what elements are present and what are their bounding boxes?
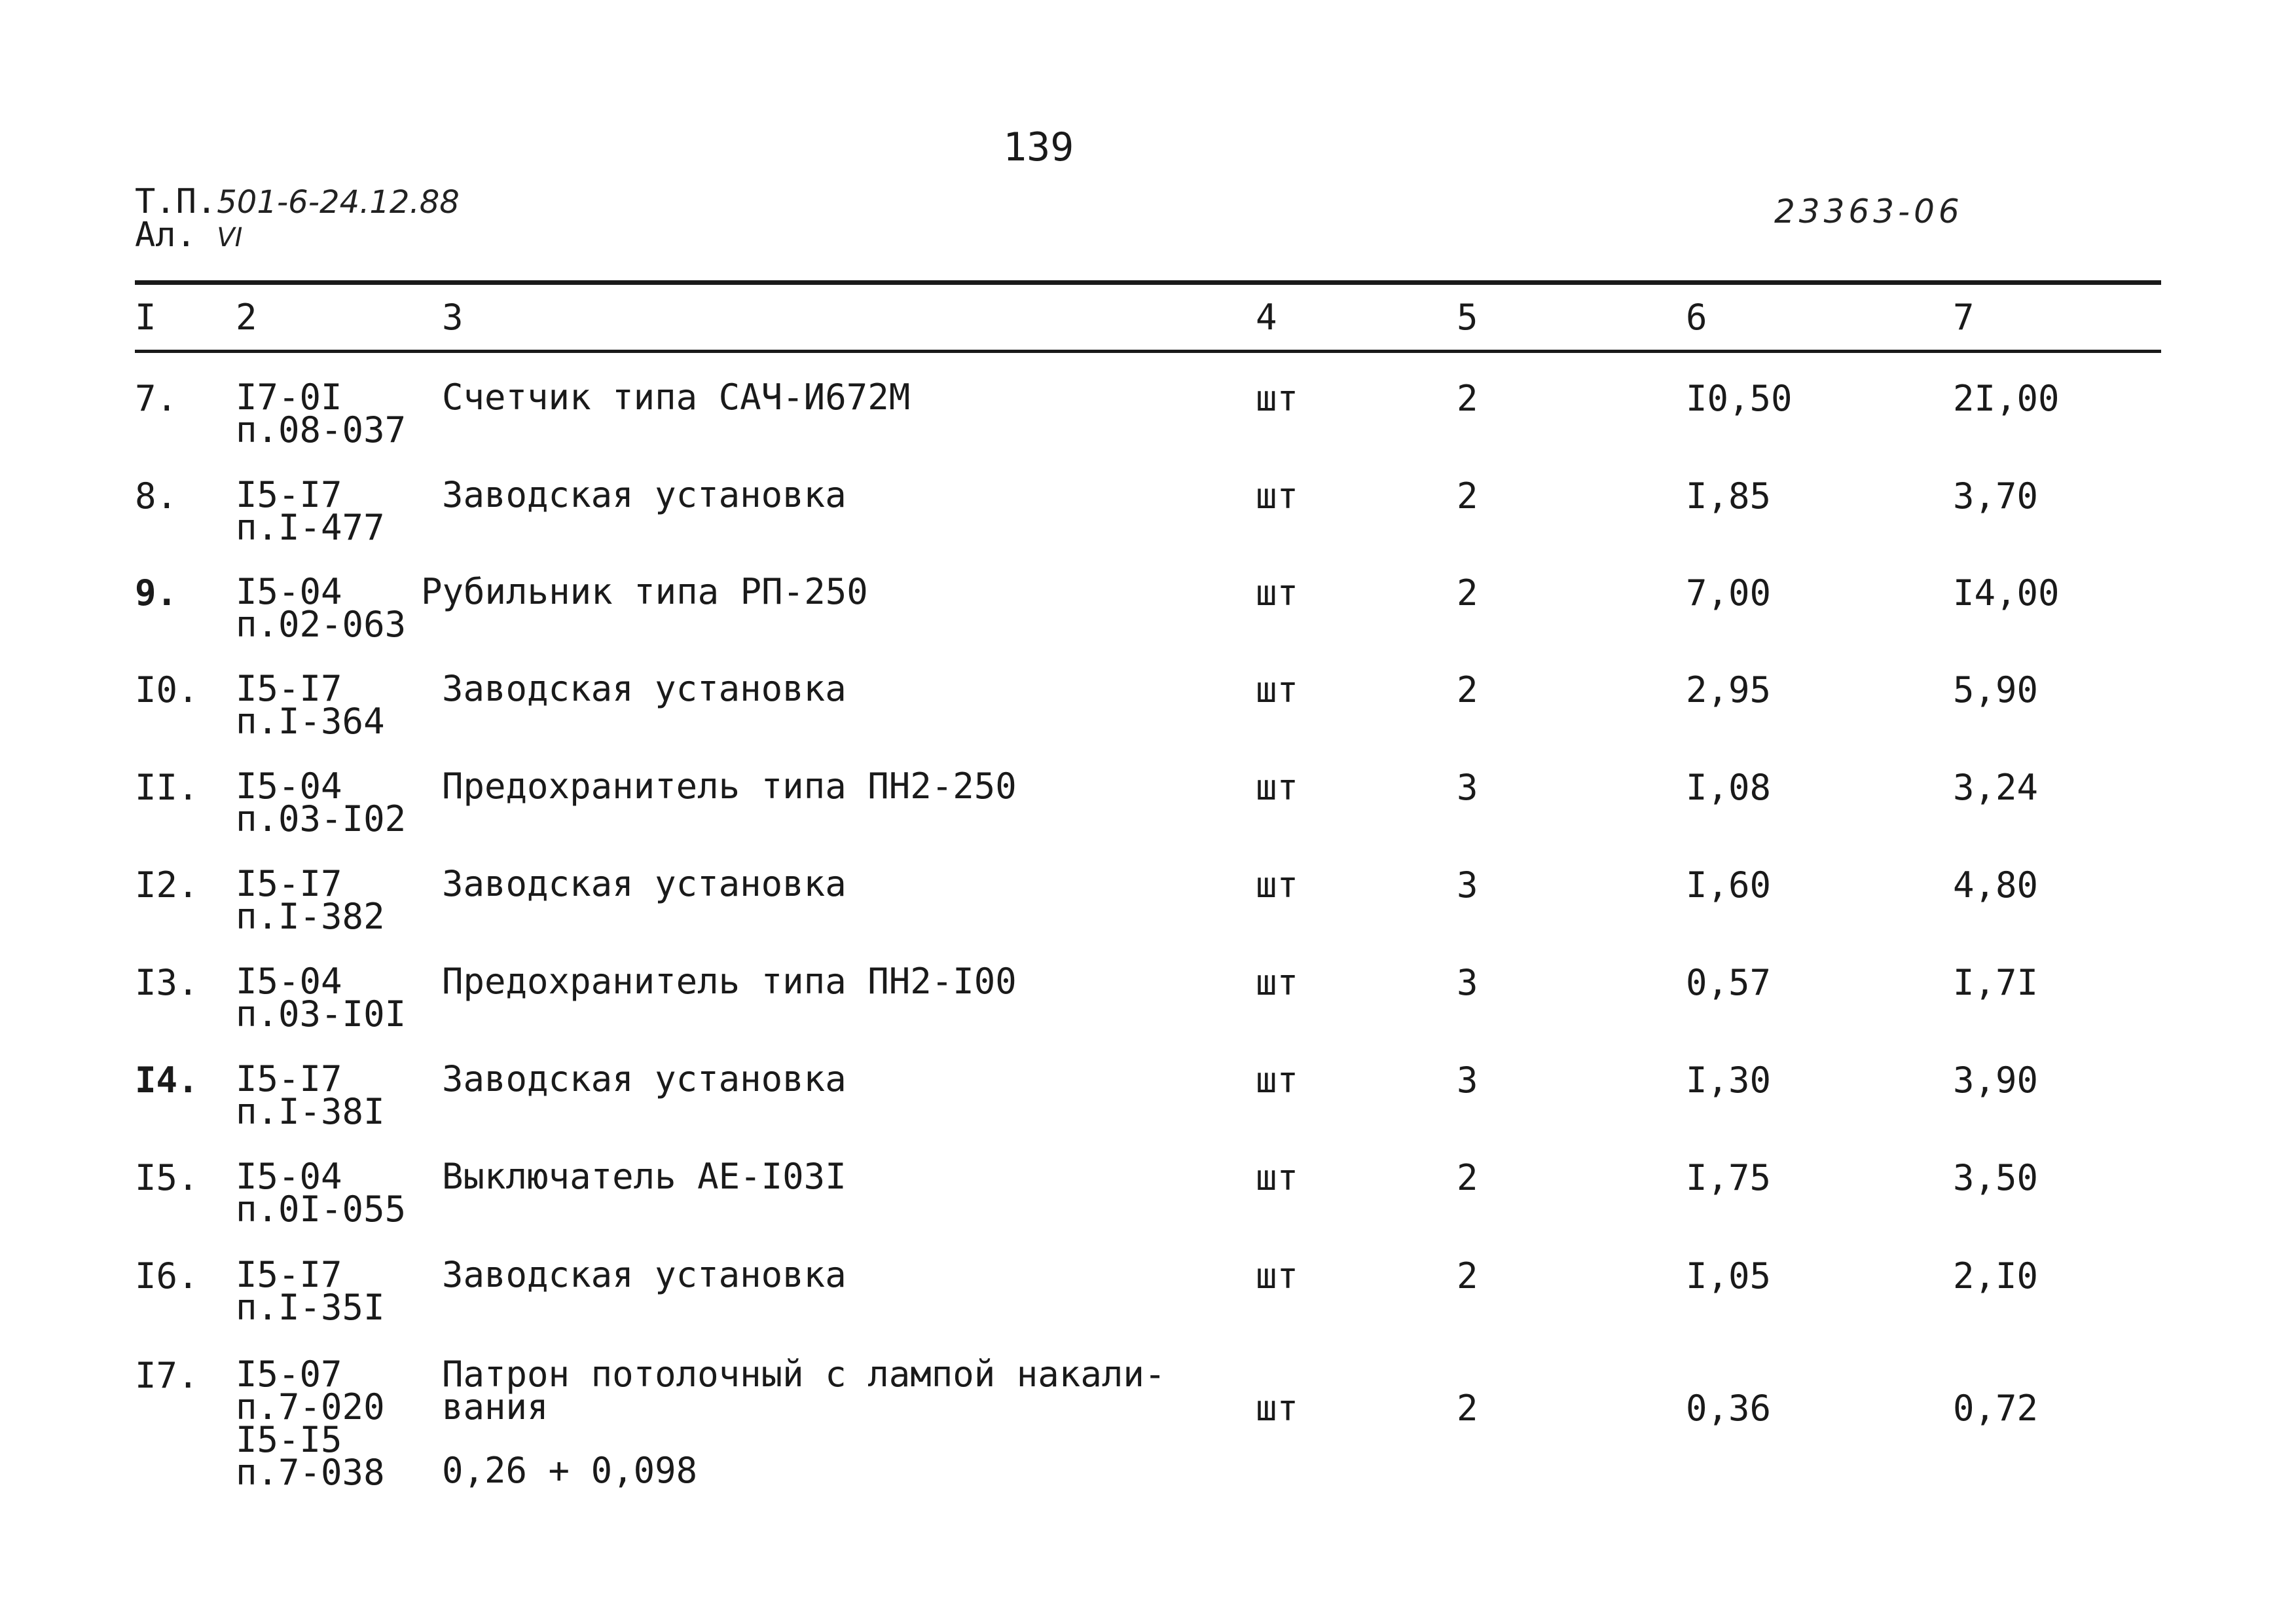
row-total: 3,90 [1953, 1060, 2039, 1101]
row-code: I5-04 п.03-I0I [236, 961, 407, 1035]
row-quantity: 2 [1457, 669, 1478, 710]
row-total: I4,00 [1953, 572, 2060, 614]
column-header-3: 3 [442, 297, 464, 338]
row-total: 0,72 [1953, 1388, 2039, 1429]
row-unit: шт [1256, 378, 1299, 419]
row-name: Предохранитель типа ПН2-I00 [442, 961, 1017, 1002]
row-code: I5-04 п.0I-055 [236, 1156, 407, 1230]
row-total: 3,50 [1953, 1157, 2039, 1198]
series-code: 501-6-24.12.88 [217, 184, 460, 221]
column-header-6: 6 [1686, 297, 1707, 338]
row-quantity: 3 [1457, 864, 1478, 906]
row-quantity: 2 [1457, 378, 1478, 419]
row-price: I,60 [1686, 864, 1772, 906]
row-price: I,85 [1686, 475, 1772, 517]
row-total: 3,24 [1953, 767, 2039, 808]
row-quantity: 2 [1457, 572, 1478, 614]
row-unit: шт [1256, 669, 1299, 710]
row-total: 2,I0 [1953, 1255, 2039, 1297]
series-prefix: Т.П. [135, 182, 217, 221]
series-label [135, 182, 460, 221]
row-name: Предохранитель типа ПН2-250 [442, 766, 1017, 807]
row-total: 3,70 [1953, 475, 2039, 517]
row-price: I,30 [1686, 1060, 1772, 1101]
row-number: II. [135, 767, 199, 808]
row-total: 2I,00 [1953, 378, 2060, 419]
row-unit: шт [1256, 767, 1299, 808]
row-number: I5. [135, 1157, 199, 1198]
row-name: Выключатель АЕ-I03I [442, 1156, 847, 1197]
column-header-1: I [135, 297, 156, 338]
row-name: Заводская установка [442, 1254, 847, 1295]
column-header-4: 4 [1256, 297, 1277, 338]
row-name: Заводская установка [442, 1058, 847, 1099]
row-code: I5-I7 п.I-364 [236, 668, 385, 742]
row-price: 7,00 [1686, 572, 1772, 614]
row-quantity: 3 [1457, 962, 1478, 1003]
row-code: I5-I7 п.I-382 [236, 863, 385, 937]
row-price: 0,57 [1686, 962, 1772, 1003]
row-price: I0,50 [1686, 378, 1793, 419]
row-name: Заводская установка [442, 474, 847, 515]
row-name: Заводская установка [442, 668, 847, 709]
row-number: 8. [135, 475, 178, 517]
row-unit: шт [1256, 1157, 1299, 1198]
row-price: I,05 [1686, 1255, 1772, 1297]
top-rule [135, 280, 2161, 285]
page-number: 139 [1003, 124, 1074, 170]
row-total: I,7I [1953, 962, 2039, 1003]
row-number: I7. [135, 1355, 199, 1396]
row-quantity: 3 [1457, 1060, 1478, 1101]
row-total: 4,80 [1953, 864, 2039, 906]
header-rule [135, 350, 2161, 353]
row-quantity: 3 [1457, 767, 1478, 808]
row-quantity: 2 [1457, 1388, 1478, 1429]
row-quantity: 2 [1457, 1255, 1478, 1297]
row-number: I2. [135, 864, 199, 906]
row-code: I5-04 п.03-I02 [236, 766, 407, 840]
row-price: I,75 [1686, 1157, 1772, 1198]
row-number: I0. [135, 669, 199, 710]
row-unit: шт [1256, 1255, 1299, 1297]
column-header-5: 5 [1457, 297, 1478, 338]
row-price: 2,95 [1686, 669, 1772, 710]
row-quantity: 2 [1457, 1157, 1478, 1198]
row-unit: шт [1256, 475, 1299, 517]
row-unit: шт [1256, 962, 1299, 1003]
row-unit: шт [1256, 864, 1299, 906]
album-number: VI [217, 223, 243, 253]
row-total: 5,90 [1953, 669, 2039, 710]
album-label [135, 215, 243, 255]
column-header-7: 7 [1953, 297, 1975, 338]
row-code: I7-0I п.08-037 [236, 377, 407, 451]
document-number: 23363-06 [1774, 193, 1963, 231]
row-quantity: 2 [1457, 475, 1478, 517]
row-price: 0,36 [1686, 1388, 1772, 1429]
row-number: 9. [135, 572, 178, 614]
row-unit: шт [1256, 1388, 1299, 1429]
column-header-2: 2 [236, 297, 257, 338]
row-code: I5-04 п.02-063 [236, 571, 407, 645]
row-code: I5-07 п.7-020 I5-I5 п.7-038 [236, 1354, 385, 1493]
row-code: I5-I7 п.I-38I [236, 1058, 385, 1132]
row-number: 7. [135, 378, 178, 419]
row-name: Счетчик типа САЧ-И672М [442, 377, 911, 418]
row-number: I3. [135, 962, 199, 1003]
row-name: Заводская установка [442, 863, 847, 904]
row-code: I5-I7 п.I-477 [236, 474, 385, 548]
row-unit: шт [1256, 1060, 1299, 1101]
album-prefix: Ал. [135, 215, 196, 255]
row-formula: 0,26 + 0,098 [442, 1450, 698, 1491]
row-number: I6. [135, 1255, 199, 1297]
row-price: I,08 [1686, 767, 1772, 808]
row-unit: шт [1256, 572, 1299, 614]
row-number: I4. [135, 1060, 199, 1101]
row-code: I5-I7 п.I-35I [236, 1254, 385, 1328]
row-name: Рубильник типа РП-250 [421, 571, 868, 612]
row-name: Патрон потолочный с лампой накали- вания [442, 1354, 1166, 1428]
